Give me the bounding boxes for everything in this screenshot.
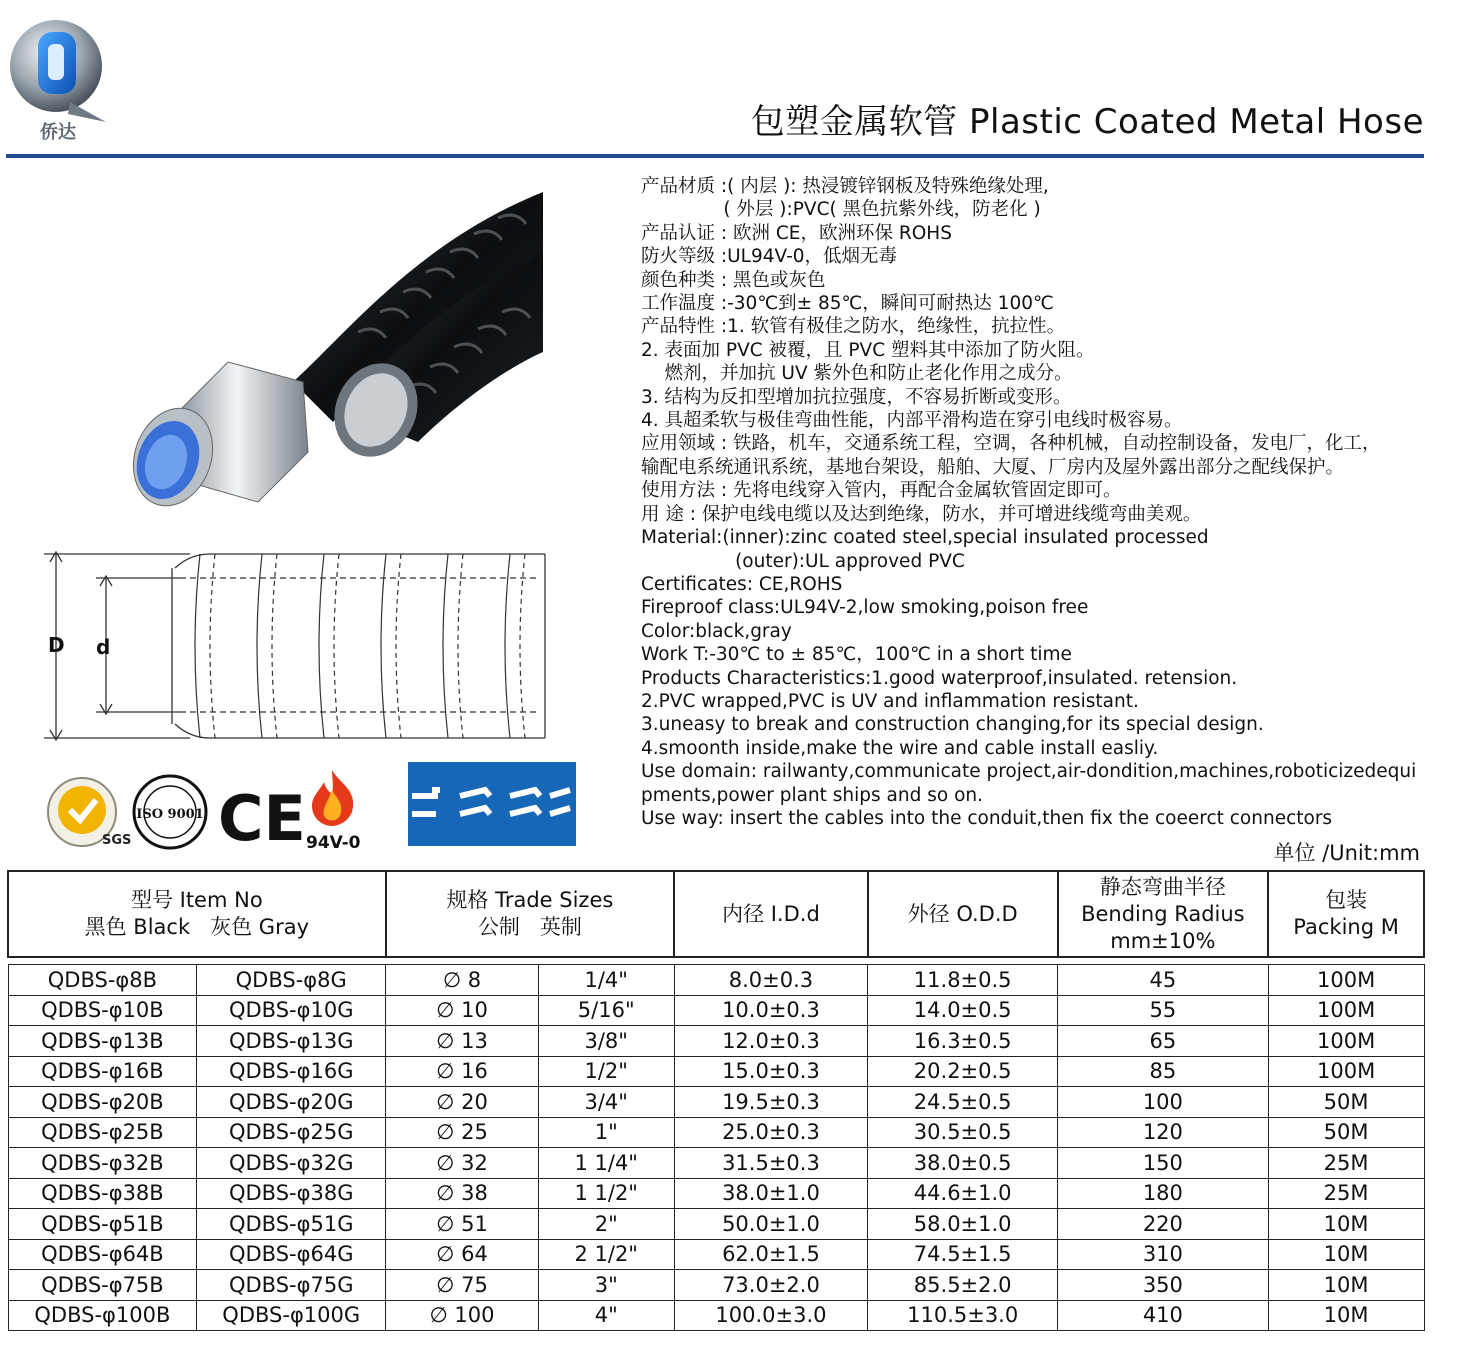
table-row bbox=[8, 1209, 1424, 1240]
spec-line: 产品认证 : 欧洲 CE，欧洲环保 ROHS bbox=[641, 222, 952, 244]
imperial-size-cell: 1/2" bbox=[538, 1056, 674, 1087]
packing-cell: 10M bbox=[1268, 1209, 1424, 1240]
imperial-size-cell: 3/8" bbox=[538, 1026, 674, 1057]
table-row bbox=[8, 1239, 1424, 1270]
metric-size-cell: ∅ 20 bbox=[386, 1087, 539, 1118]
metric-size-cell: ∅ 100 bbox=[386, 1300, 539, 1331]
gray-item-cell: QDBS-φ8G bbox=[197, 965, 386, 996]
spec-line: Products Characteristics:1.good waterproof,insulated. retension. bbox=[641, 667, 1238, 689]
spec-line: 2. 表面加 PVC 被覆，且 PVC 塑料其中添加了防火阻。 bbox=[641, 339, 1095, 361]
spec-line: 产品特性 :1. 软管有极佳之防水，绝缘性，抗拉性。 bbox=[641, 316, 1066, 338]
spec-line: 燃剂，并加抗 UV 紫外色和防止老化作用之成分。 bbox=[641, 363, 1073, 385]
spec-text bbox=[641, 175, 1431, 830]
metric-size-cell: ∅ 32 bbox=[386, 1148, 539, 1179]
outer-diameter-cell: 44.6±1.0 bbox=[868, 1178, 1058, 1209]
spec-table bbox=[7, 870, 1425, 1331]
outer-diameter-cell: 20.2±0.5 bbox=[868, 1056, 1058, 1087]
metric-size-cell: ∅ 64 bbox=[386, 1239, 539, 1270]
inner-diameter-cell: 50.0±1.0 bbox=[674, 1209, 868, 1240]
inner-diameter-label: d bbox=[96, 635, 111, 659]
header-text: mm±10% bbox=[1110, 928, 1216, 953]
header-text: 静态弯曲半径 bbox=[1099, 874, 1226, 899]
gray-item-cell: QDBS-φ16G bbox=[197, 1056, 386, 1087]
spec-line: Use domain: railwanty,communicate project,air-dondition,machines,roboticizedequi bbox=[641, 761, 1417, 783]
outer-diameter-cell: 14.0±0.5 bbox=[868, 995, 1058, 1026]
spec-line: 3. 结构为反扣型增加抗拉强度，不容易折断或变形。 bbox=[641, 386, 1072, 408]
certification-logos bbox=[40, 760, 580, 852]
bending-radius-cell: 310 bbox=[1058, 1239, 1269, 1270]
inner-diameter-cell: 25.0±0.3 bbox=[674, 1117, 868, 1148]
table-header-row bbox=[8, 871, 1424, 957]
spec-line: 3.uneasy to break and construction changing,for its special design. bbox=[641, 714, 1264, 736]
black-item-cell: QDBS-φ38B bbox=[8, 1178, 197, 1209]
metric-size-cell: ∅ 38 bbox=[386, 1178, 539, 1209]
imperial-size-cell: 3" bbox=[538, 1270, 674, 1301]
black-item-cell: QDBS-φ51B bbox=[8, 1209, 197, 1240]
imperial-size-cell: 2" bbox=[538, 1209, 674, 1240]
spec-line: Certificates: CE,ROHS bbox=[641, 573, 843, 595]
gray-item-cell: QDBS-φ25G bbox=[197, 1117, 386, 1148]
header-inner-diameter: 内径 I.D.d bbox=[674, 871, 868, 957]
spec-line: Color:black,gray bbox=[641, 620, 792, 642]
gray-item-cell: QDBS-φ64G bbox=[197, 1239, 386, 1270]
header-text: 包装 bbox=[1325, 888, 1368, 912]
packing-cell: 50M bbox=[1268, 1087, 1424, 1118]
packing-cell: 25M bbox=[1268, 1148, 1424, 1179]
header-subtext: 公制 英制 bbox=[477, 915, 582, 939]
gray-item-cell: QDBS-φ10G bbox=[197, 995, 386, 1026]
imperial-size-cell: 1/4" bbox=[538, 965, 674, 996]
table-row bbox=[8, 1026, 1424, 1057]
header-text: 规格 Trade Sizes bbox=[446, 888, 614, 912]
black-item-cell: QDBS-φ32B bbox=[8, 1148, 197, 1179]
gray-item-cell: QDBS-φ13G bbox=[197, 1026, 386, 1057]
spec-line: 4.smoonth inside,make the wire and cable install easliy. bbox=[641, 737, 1159, 759]
metric-size-cell: ∅ 16 bbox=[386, 1056, 539, 1087]
gray-item-cell: QDBS-φ75G bbox=[197, 1270, 386, 1301]
flame-rating-text: 94V-0 bbox=[306, 833, 361, 852]
header-packing bbox=[1268, 871, 1424, 957]
outer-diameter-label: D bbox=[48, 633, 65, 657]
gray-item-cell: QDBS-φ51G bbox=[197, 1209, 386, 1240]
black-item-cell: QDBS-φ16B bbox=[8, 1056, 197, 1087]
outer-diameter-cell: 58.0±1.0 bbox=[868, 1209, 1058, 1240]
packing-cell: 10M bbox=[1268, 1300, 1424, 1331]
bending-radius-cell: 45 bbox=[1058, 965, 1269, 996]
bending-radius-cell: 65 bbox=[1058, 1026, 1269, 1057]
spec-line: Work T:-30℃ to ± 85℃，100℃ in a short time bbox=[641, 644, 1072, 666]
header-outer-diameter: 外径 O.D.D bbox=[868, 871, 1058, 957]
metric-size-cell: ∅ 8 bbox=[386, 965, 539, 996]
spec-line: 输配电系统通讯系统，基地台架设，船舶、大厦、厂房内及屋外露出部分之配线保护。 bbox=[641, 456, 1345, 478]
table-body bbox=[8, 965, 1424, 1331]
iso-text: ISO 9001 bbox=[136, 807, 204, 822]
black-item-cell: QDBS-φ75B bbox=[8, 1270, 197, 1301]
header-trade-sizes bbox=[386, 871, 674, 957]
black-item-cell: QDBS-φ64B bbox=[8, 1239, 197, 1270]
bending-radius-cell: 85 bbox=[1058, 1056, 1269, 1087]
black-item-cell: QDBS-φ13B bbox=[8, 1026, 197, 1057]
bending-radius-cell: 55 bbox=[1058, 995, 1269, 1026]
imperial-size-cell: 3/4" bbox=[538, 1087, 674, 1118]
inner-diameter-cell: 19.5±0.3 bbox=[674, 1087, 868, 1118]
outer-diameter-cell: 74.5±1.5 bbox=[868, 1239, 1058, 1270]
header-text: Packing M bbox=[1293, 915, 1399, 939]
packing-cell: 50M bbox=[1268, 1117, 1424, 1148]
unit-label: 单位 /Unit:mm bbox=[1273, 841, 1420, 865]
imperial-size-cell: 1 1/2" bbox=[538, 1178, 674, 1209]
gray-item-cell: QDBS-φ100G bbox=[197, 1300, 386, 1331]
inner-diameter-cell: 31.5±0.3 bbox=[674, 1148, 868, 1179]
packing-cell: 100M bbox=[1268, 1056, 1424, 1087]
spec-line: 用 途 : 保护电线电缆以及达到绝缘，防水，并可增进线缆弯曲美观。 bbox=[641, 503, 1202, 525]
outer-diameter-cell: 30.5±0.5 bbox=[868, 1117, 1058, 1148]
black-item-cell: QDBS-φ100B bbox=[8, 1300, 197, 1331]
header-item-no bbox=[8, 871, 386, 957]
table-row bbox=[8, 1117, 1424, 1148]
spec-line: 4. 具超柔软与极佳弯曲性能，内部平滑构造在穿引电线时极容易。 bbox=[641, 410, 1183, 432]
header-bending-radius bbox=[1058, 871, 1269, 957]
spec-line: pments,power plant ships and so on. bbox=[641, 784, 983, 806]
spec-line: 应用领域 : 铁路，机车，交通系统工程，空调，各种机械，自动控制设备，发电厂，化工， bbox=[641, 433, 1381, 455]
metric-size-cell: ∅ 25 bbox=[386, 1117, 539, 1148]
metric-size-cell: ∅ 13 bbox=[386, 1026, 539, 1057]
header-text: Bending Radius bbox=[1081, 901, 1245, 926]
header-divider bbox=[6, 154, 1424, 158]
packing-cell: 100M bbox=[1268, 1026, 1424, 1057]
table-row bbox=[8, 995, 1424, 1026]
packing-cell: 100M bbox=[1268, 995, 1424, 1026]
spec-line: 2.PVC wrapped,PVC is UV and inflammation resistant. bbox=[641, 690, 1139, 712]
imperial-size-cell: 2 1/2" bbox=[538, 1239, 674, 1270]
inner-diameter-cell: 62.0±1.5 bbox=[674, 1239, 868, 1270]
gray-item-cell: QDBS-φ20G bbox=[197, 1087, 386, 1118]
table-row bbox=[8, 1148, 1424, 1179]
imperial-size-cell: 4" bbox=[538, 1300, 674, 1331]
metric-size-cell: ∅ 75 bbox=[386, 1270, 539, 1301]
spec-line: 防火等级 :UL94V-0，低烟无毒 bbox=[641, 246, 898, 268]
table-spacer bbox=[8, 957, 1424, 965]
bending-radius-cell: 350 bbox=[1058, 1270, 1269, 1301]
qd-logo-icon bbox=[8, 10, 108, 145]
imperial-size-cell: 1" bbox=[538, 1117, 674, 1148]
metric-size-cell: ∅ 51 bbox=[386, 1209, 539, 1240]
header-subtext: 黑色 Black 灰色 Gray bbox=[84, 915, 310, 939]
page-title: 包塑金属软管 Plastic Coated Metal Hose bbox=[750, 102, 1424, 142]
logo-text: 侨达 bbox=[40, 122, 76, 143]
gray-item-cell: QDBS-φ32G bbox=[197, 1148, 386, 1179]
metric-size-cell: ∅ 10 bbox=[386, 995, 539, 1026]
imperial-size-cell: 1 1/4" bbox=[538, 1148, 674, 1179]
bending-radius-cell: 180 bbox=[1058, 1178, 1269, 1209]
inner-diameter-cell: 15.0±0.3 bbox=[674, 1056, 868, 1087]
iso-badge-icon bbox=[134, 776, 206, 848]
bending-radius-cell: 120 bbox=[1058, 1117, 1269, 1148]
outer-diameter-cell: 16.3±0.5 bbox=[868, 1026, 1058, 1057]
spec-line: (outer):UL approved PVC bbox=[641, 550, 965, 572]
outer-diameter-cell: 110.5±3.0 bbox=[868, 1300, 1058, 1331]
packing-cell: 10M bbox=[1268, 1239, 1424, 1270]
inner-diameter-cell: 38.0±1.0 bbox=[674, 1178, 868, 1209]
spec-line: ( 外层 ):PVC( 黑色抗紫外线，防老化 ) bbox=[641, 199, 1041, 221]
table-row bbox=[8, 1056, 1424, 1087]
brand-logo bbox=[8, 10, 108, 145]
ce-mark-icon: CE bbox=[218, 782, 306, 852]
packing-cell: 25M bbox=[1268, 1178, 1424, 1209]
header-text: 型号 Item No bbox=[130, 888, 263, 912]
spacer-cell bbox=[8, 957, 1424, 965]
bending-radius-cell: 410 bbox=[1058, 1300, 1269, 1331]
outer-diameter-cell: 38.0±0.5 bbox=[868, 1148, 1058, 1179]
imperial-size-cell: 5/16" bbox=[538, 995, 674, 1026]
black-item-cell: QDBS-φ20B bbox=[8, 1087, 197, 1118]
spec-line: Material:(inner):zinc coated steel,special insulated processed bbox=[641, 527, 1209, 549]
outer-diameter-cell: 11.8±0.5 bbox=[868, 965, 1058, 996]
table-row bbox=[8, 1270, 1424, 1301]
brand-pattern-icon bbox=[408, 762, 576, 846]
inner-diameter-cell: 8.0±0.3 bbox=[674, 965, 868, 996]
spec-line: Use way: insert the cables into the conduit,then fix the coeerct connectors bbox=[641, 807, 1333, 829]
sgs-text: SGS bbox=[102, 833, 132, 848]
spec-line: 产品材质 :( 内层 ): 热浸镀锌钢板及特殊绝缘处理, bbox=[641, 176, 1049, 197]
black-item-cell: QDBS-φ25B bbox=[8, 1117, 197, 1148]
packing-cell: 10M bbox=[1268, 1270, 1424, 1301]
table-row bbox=[8, 1087, 1424, 1118]
flame-rating-icon bbox=[306, 770, 361, 852]
bending-radius-cell: 100 bbox=[1058, 1087, 1269, 1118]
black-item-cell: QDBS-φ8B bbox=[8, 965, 197, 996]
table-row bbox=[8, 1178, 1424, 1209]
outer-diameter-cell: 85.5±2.0 bbox=[868, 1270, 1058, 1301]
inner-diameter-cell: 12.0±0.3 bbox=[674, 1026, 868, 1057]
black-item-cell: QDBS-φ10B bbox=[8, 995, 197, 1026]
product-photo bbox=[118, 182, 543, 532]
inner-diameter-cell: 100.0±3.0 bbox=[674, 1300, 868, 1331]
inner-diameter-cell: 73.0±2.0 bbox=[674, 1270, 868, 1301]
spec-line: 颜色种类 : 黑色或灰色 bbox=[641, 269, 826, 291]
dimension-diagram bbox=[40, 548, 560, 748]
spec-line: 工作温度 :-30℃到± 85℃，瞬间可耐热达 100℃ bbox=[641, 293, 1054, 315]
spec-line: Fireproof class:UL94V-2,low smoking,poison free bbox=[641, 597, 1089, 619]
inner-diameter-cell: 10.0±0.3 bbox=[674, 995, 868, 1026]
bending-radius-cell: 220 bbox=[1058, 1209, 1269, 1240]
gray-item-cell: QDBS-φ38G bbox=[197, 1178, 386, 1209]
sgs-badge-icon bbox=[48, 778, 131, 848]
table-row bbox=[8, 1300, 1424, 1331]
table-row bbox=[8, 965, 1424, 996]
packing-cell: 100M bbox=[1268, 965, 1424, 996]
outer-diameter-cell: 24.5±0.5 bbox=[868, 1087, 1058, 1118]
bending-radius-cell: 150 bbox=[1058, 1148, 1269, 1179]
spec-line: 使用方法 : 先将电线穿入管内，再配合金属软管固定即可。 bbox=[641, 480, 1122, 502]
